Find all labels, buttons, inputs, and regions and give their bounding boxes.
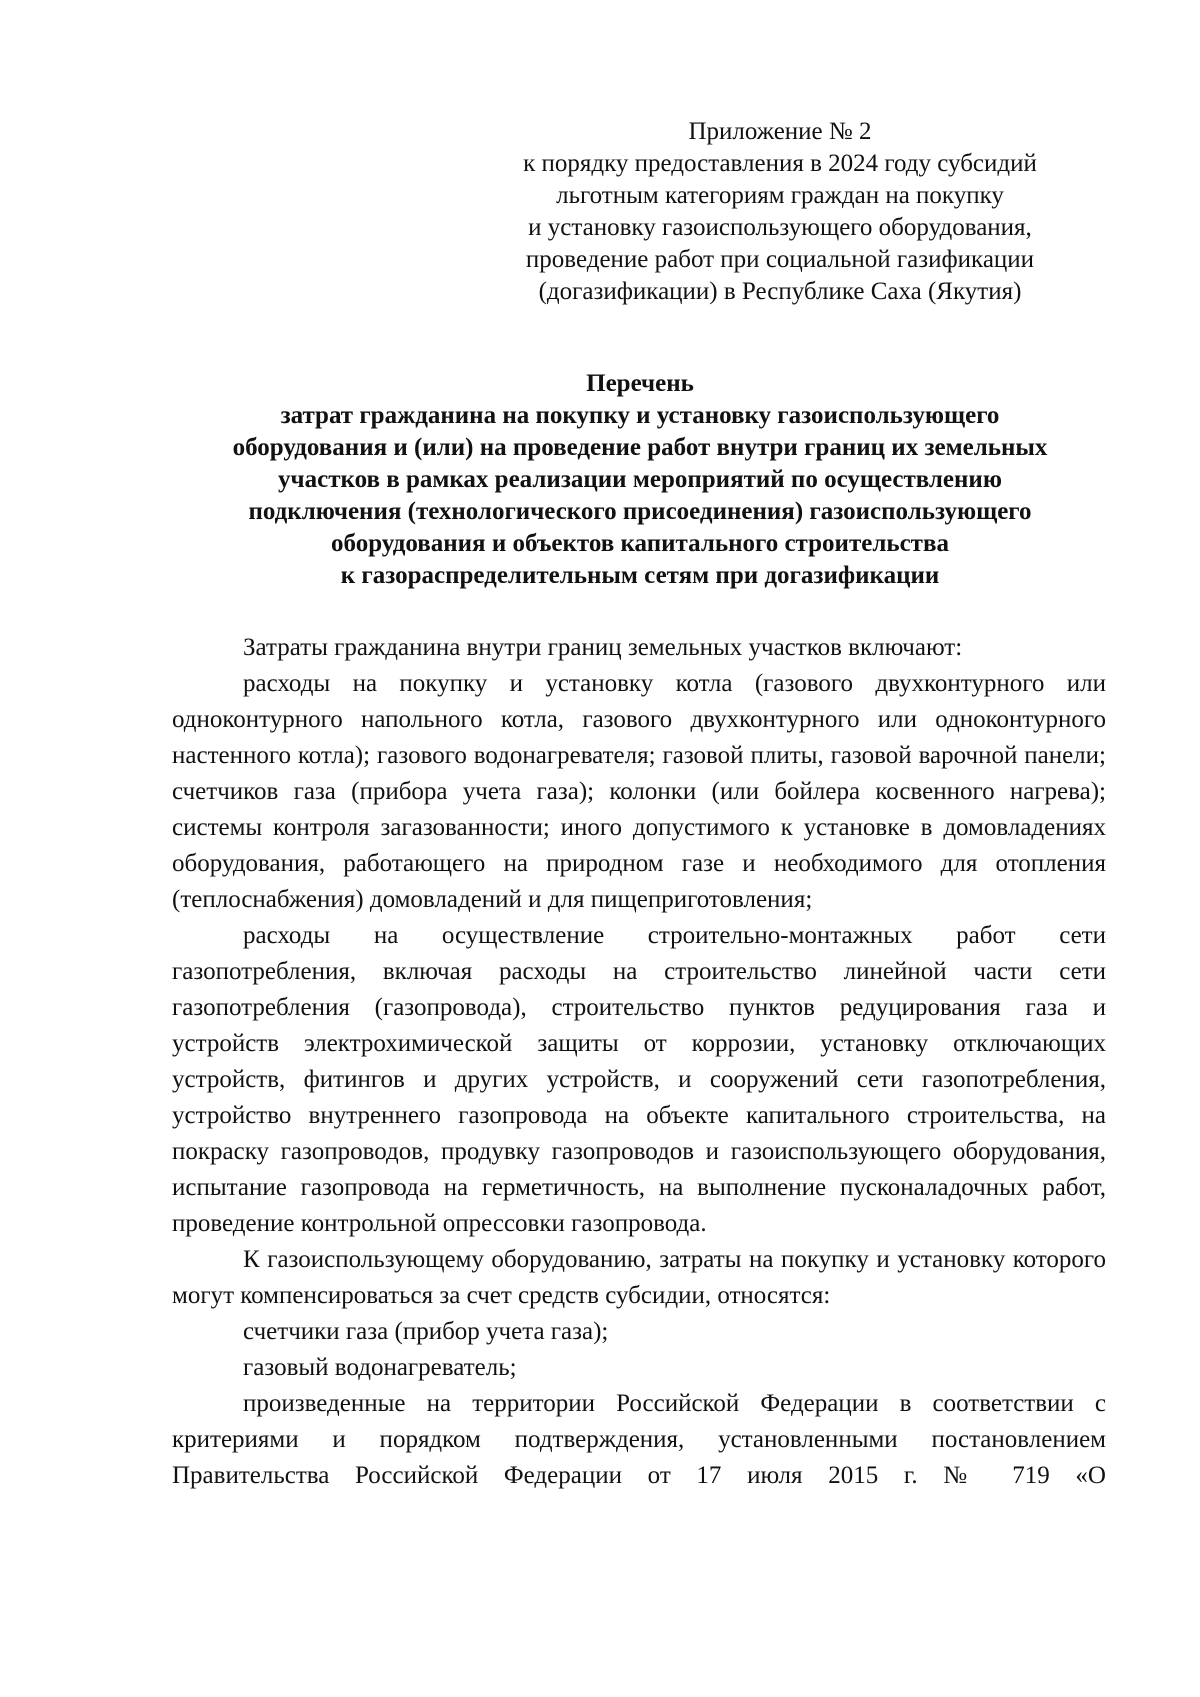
title-line: оборудования и объектов капитального строительства <box>331 530 949 557</box>
body-paragraph: счетчики газа (прибор учета газа); <box>243 1318 609 1345</box>
appendix-line: проведение работ при социальной газификации <box>525 246 1035 273</box>
appendix-line: льготным категориям граждан на покупку <box>556 182 1004 209</box>
title-heading: Перечень <box>586 370 694 397</box>
body-paragraph: газовый водонагреватель; <box>243 1354 517 1381</box>
appendix-line: и установку газоиспользующего оборудования, <box>528 214 1032 241</box>
title-line: участков в рамках реализации мероприятий по осуществлению <box>278 466 1002 493</box>
body-paragraph: К газоиспользующему оборудованию, затраты на покупку и установку которого могут компенсироваться за счет средств субсидии, относятся: <box>172 1246 1106 1309</box>
appendix-line: к порядку предоставления в 2024 году субсидий <box>523 150 1037 177</box>
title-line: оборудования и (или) на проведение работ внутри границ их земельных <box>232 434 1048 461</box>
title-line: подключения (технологического присоединения) газоиспользующего <box>248 498 1032 525</box>
title-line: к газораспределительным сетям при догазификации <box>340 562 940 589</box>
title-line: затрат гражданина на покупку и установку газоиспользующего <box>280 402 1000 429</box>
document-body <box>172 630 1106 1494</box>
document-title <box>160 368 1120 592</box>
body-paragraph: расходы на осуществление строительно-монтажных работ сети газопотребления, включая расходы на строительство линейной части сети газопотребления (газопровода), строительство пунктов редуцирования газа и устройств электрохимической защиты от коррозии, установку отключающих устройств, фитингов и других устройств, и сооружений сети газопотребления, устройство внутреннего газопровода на объекте капитального строительства, на покраску газопроводов, продувку газопроводов и газоиспользующего оборудования, испытание газопровода на герметичность, на выполнение пусконаладочных работ, проведение контрольной опрессовки газопровода. <box>172 922 1106 1237</box>
appendix-header <box>480 116 1080 308</box>
body-paragraph: расходы на покупку и установку котла (газового двухконтурного или одноконтурного напольного котла, газового двухконтурного или одноконтурного настенного котла); газового водонагревателя; газовой плиты, газовой варочной панели; счетчиков газа (прибора учета газа); колонки (или бойлера косвенного нагрева); системы контроля загазованности; иного допустимого к установке в домовладениях оборудования, работающего на природном газе и необходимого для отопления (теплоснабжения) домовладений и для пищеприготовления; <box>172 670 1106 913</box>
body-paragraph: Затраты гражданина внутри границ земельных участков включают: <box>243 634 963 661</box>
body-paragraph: произведенные на территории Российской Федерации в соответствии с критериями и порядком подтверждения, установленными постановлением Правительства Российской Федерации от 17 июля 2015 г. № 719 «О <box>172 1390 1106 1489</box>
appendix-number: Приложение № 2 <box>688 118 872 145</box>
appendix-line: (догазификации) в Республике Саха (Якутия) <box>538 278 1022 305</box>
